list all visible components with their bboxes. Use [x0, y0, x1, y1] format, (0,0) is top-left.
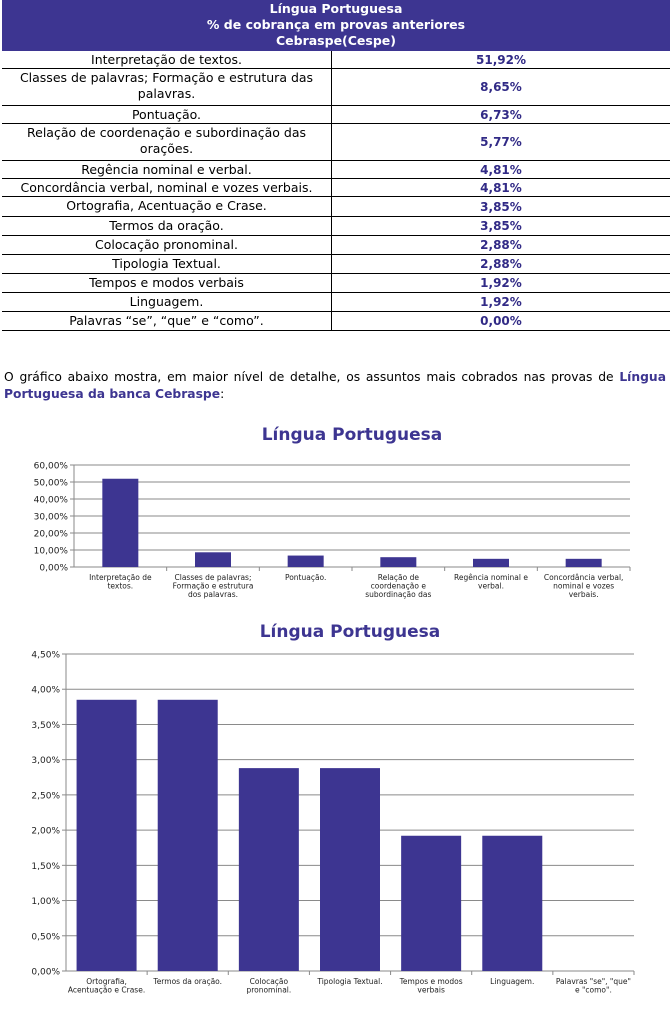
row-topic: Tipologia Textual. — [2, 255, 332, 273]
row-topic: Relação de coordenação e subordinação das orações. — [2, 124, 332, 160]
category-label: Colocação — [249, 977, 289, 986]
table-row — [2, 217, 670, 236]
row-percentage: 2,88% — [480, 238, 522, 252]
row-percentage: 8,65% — [480, 80, 522, 94]
bar — [473, 559, 509, 567]
category-label: Palavras "se", "que" — [555, 977, 631, 986]
y-tick-label: 60,00% — [33, 461, 68, 472]
table-row — [2, 236, 670, 255]
chart-title: Língua Portuguesa — [261, 425, 443, 445]
row-percentage: 1,92% — [480, 276, 522, 290]
category-label: Termos da oração. — [153, 977, 223, 986]
category-label: Tipologia Textual. — [317, 977, 383, 986]
table-body — [2, 51, 670, 331]
y-tick-label: 3,50% — [31, 720, 60, 731]
row-topic: Tempos e modos verbais — [2, 274, 332, 292]
row-topic: Pontuação. — [2, 106, 332, 123]
topics-table — [2, 0, 670, 331]
bar — [566, 559, 602, 567]
category-label: Interpretação de — [89, 573, 152, 582]
row-percentage: 51,92% — [476, 52, 526, 67]
y-tick-label: 20,00% — [33, 529, 68, 540]
table-source: Cebraspe(Cespe) — [275, 33, 396, 48]
table-header — [2, 0, 670, 51]
row-topic: Concordância verbal, nominal e vozes verbais. — [2, 179, 332, 196]
y-tick-label: 4,00% — [31, 685, 60, 696]
y-tick-label: 50,00% — [33, 478, 68, 489]
bar — [158, 700, 218, 971]
y-tick-label: 30,00% — [33, 512, 68, 523]
row-topic: Regência nominal e verbal. — [2, 161, 332, 178]
table-row — [2, 106, 670, 124]
row-percentage: 3,85% — [480, 199, 522, 214]
row-percentage: 2,88% — [480, 257, 522, 271]
row-percentage: 0,00% — [480, 314, 522, 328]
y-tick-label: 2,00% — [31, 826, 60, 837]
row-percentage: 3,85% — [480, 219, 522, 233]
table-row — [2, 51, 670, 69]
table-row — [2, 69, 670, 106]
row-percentage: 4,81% — [480, 162, 522, 177]
y-tick-label: 1,00% — [31, 897, 60, 908]
y-tick-label: 4,50% — [31, 650, 60, 661]
row-percentage: 4,81% — [480, 180, 522, 195]
bar — [288, 556, 324, 567]
bar — [239, 768, 299, 971]
table-row — [2, 255, 670, 274]
y-tick-label: 10,00% — [33, 546, 68, 557]
table-title: Língua Portuguesa — [269, 1, 403, 16]
bar — [102, 479, 138, 567]
bar — [77, 700, 137, 971]
row-topic: Interpretação de textos. — [2, 51, 332, 68]
bar — [195, 552, 231, 567]
paragraph-highlight: Língua Portuguesa da banca Cebraspe — [4, 370, 666, 402]
category-label: subordinação das — [365, 590, 432, 599]
category-label: Classes de palavras; — [174, 573, 252, 582]
chart-top — [0, 418, 670, 608]
row-percentage: 1,92% — [480, 295, 522, 309]
row-topic: Termos da oração. — [2, 217, 332, 235]
category-label: dos palavras. — [187, 590, 239, 599]
chart-title: Língua Portuguesa — [259, 622, 441, 642]
category-label: pronominal. — [246, 985, 292, 995]
category-label: textos. — [107, 581, 134, 591]
table-row — [2, 161, 670, 179]
category-label: Tempos e modos — [399, 977, 463, 986]
category-label: Pontuação. — [284, 573, 327, 582]
category-label: Ortografia, — [86, 977, 127, 986]
row-topic: Ortografia, Acentuação e Crase. — [2, 197, 332, 216]
category-label: verbais — [417, 985, 445, 995]
chart-bottom — [0, 614, 670, 1024]
table-row — [2, 179, 670, 197]
y-tick-label: 0,50% — [31, 932, 60, 943]
category-label: Linguagem. — [490, 977, 535, 986]
table-subtitle: % de cobrança em provas anteriores — [206, 17, 466, 32]
y-tick-label: 3,00% — [31, 756, 60, 767]
category-label: e "como". — [574, 985, 612, 995]
category-label: Relação de — [377, 573, 419, 582]
category-label: verbal. — [478, 581, 504, 591]
category-label: nominal e vozes — [553, 581, 615, 591]
table-row — [2, 293, 670, 312]
row-percentage: 5,77% — [480, 135, 522, 149]
bar — [401, 836, 461, 971]
bar — [482, 836, 542, 971]
table-row — [2, 124, 670, 161]
description-paragraph — [4, 369, 666, 403]
y-tick-label: 40,00% — [33, 495, 68, 506]
paragraph-end: : — [220, 387, 225, 402]
category-label: Formação e estrutura — [172, 581, 254, 591]
category-label: Regência nominal e — [454, 573, 528, 582]
y-tick-label: 0,00% — [39, 563, 68, 574]
category-label: verbais. — [568, 590, 599, 599]
row-topic: Classes de palavras; Formação e estrutura das palavras. — [2, 69, 332, 105]
y-tick-label: 2,50% — [31, 791, 60, 802]
row-topic: Linguagem. — [2, 293, 332, 311]
bar — [380, 557, 416, 567]
row-topic: Colocação pronominal. — [2, 236, 332, 254]
table-row — [2, 274, 670, 293]
bar — [320, 768, 380, 971]
row-topic: Palavras “se”, “que” e “como”. — [2, 312, 332, 330]
paragraph-text: O gráfico abaixo mostra, em maior nível de detalhe, os assuntos mais cobrados nas provas de — [4, 370, 620, 385]
table-row — [2, 312, 670, 331]
y-tick-label: 1,50% — [31, 861, 60, 872]
category-label: Acentuação e Crase. — [67, 985, 146, 995]
category-label: coordenação e — [370, 581, 426, 591]
row-percentage: 6,73% — [480, 107, 522, 122]
y-tick-label: 0,00% — [31, 967, 60, 978]
category-label: Concordância verbal, — [543, 573, 624, 582]
table-row — [2, 197, 670, 217]
